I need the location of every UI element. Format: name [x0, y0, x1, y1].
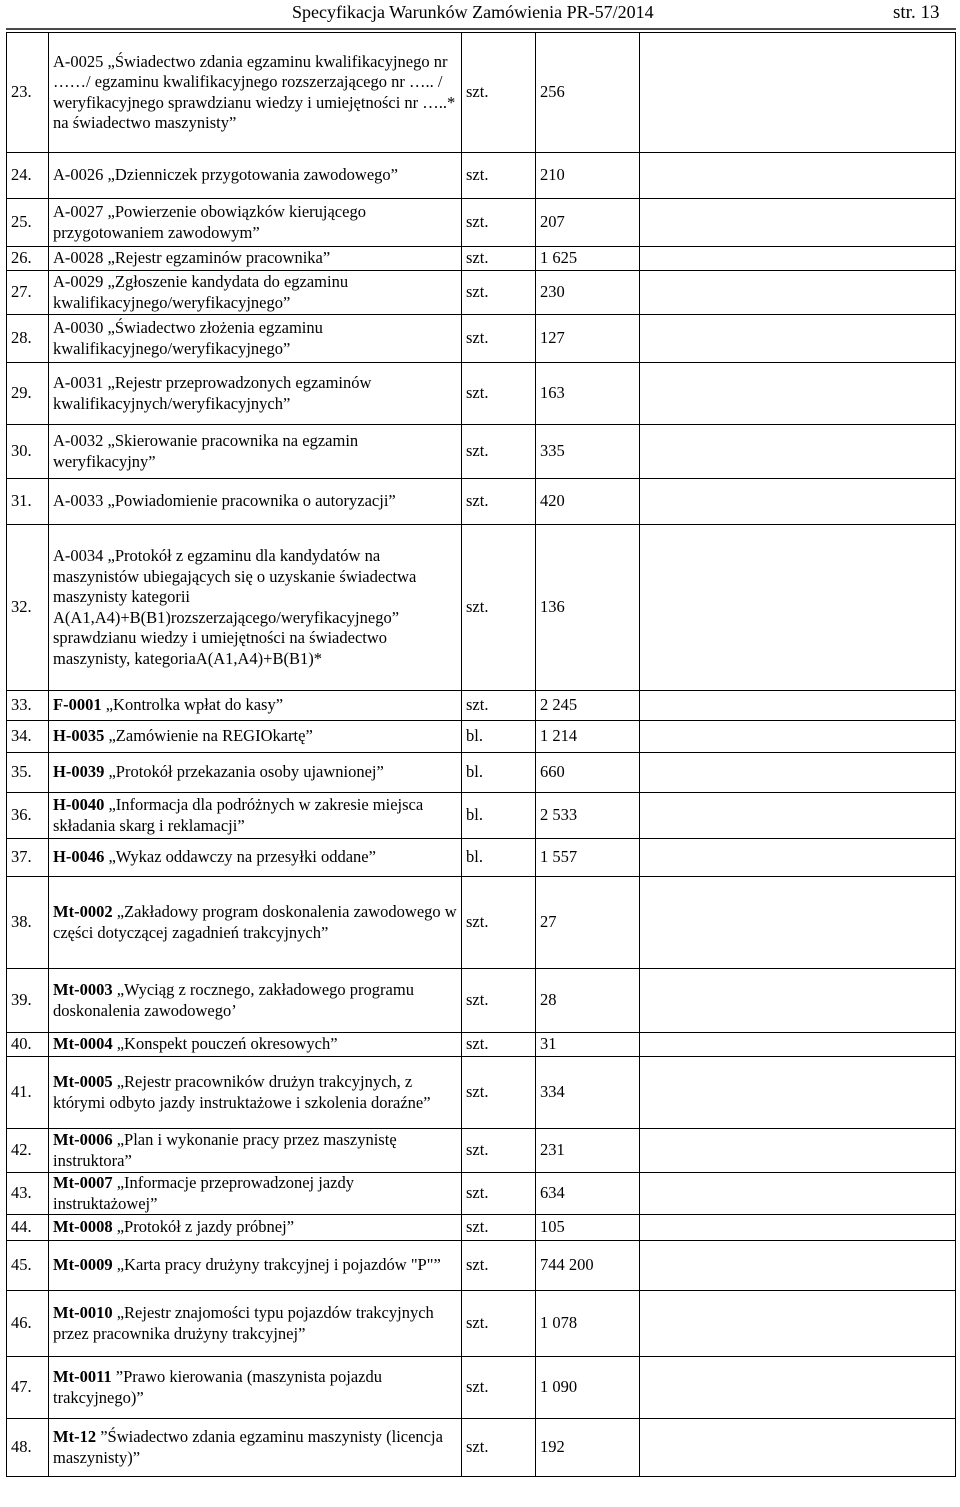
item-name: „Plan i wykonanie pracy przez maszynistę instruktora”	[53, 1130, 397, 1170]
item-name: „Zamówienie na REGIOkartę”	[108, 726, 313, 746]
quantity-cell: 31	[536, 1033, 640, 1057]
item-description	[49, 33, 462, 153]
quantity-cell: 334	[536, 1057, 640, 1129]
item-description	[49, 1419, 462, 1477]
empty-cell	[640, 271, 956, 315]
table-row	[7, 1419, 956, 1477]
row-number: 35.	[7, 753, 49, 793]
quantity-cell: 192	[536, 1419, 640, 1477]
item-name: „Powierzenie obowiązków kierującego przygotowaniem zawodowym”	[53, 202, 366, 242]
item-name: ”Prawo kierowania (maszynista pojazdu trakcyjnego)”	[53, 1367, 382, 1407]
empty-cell	[640, 247, 956, 271]
quantity-cell: 2 245	[536, 691, 640, 721]
empty-cell	[640, 33, 956, 153]
item-code: Mt-0005	[53, 1072, 113, 1091]
item-name: „Informacje przeprowadzonej jazdy instruktażowej”	[53, 1173, 354, 1213]
table-row	[7, 721, 956, 753]
item-code: A-0027	[53, 202, 104, 221]
table-row	[7, 1033, 956, 1057]
item-description	[49, 153, 462, 199]
quantity-cell: 28	[536, 969, 640, 1033]
quantity-cell: 136	[536, 525, 640, 691]
item-code: Mt-0009	[53, 1255, 113, 1275]
item-code: H-0035	[53, 726, 105, 746]
row-number: 42.	[7, 1129, 49, 1173]
table-row	[7, 969, 956, 1033]
item-code: A-0028	[53, 248, 104, 268]
empty-cell	[640, 1033, 956, 1057]
table-row	[7, 1357, 956, 1419]
item-description	[49, 1173, 462, 1215]
item-name: „Zgłoszenie kandydata do egzaminu kwalifikacyjnego/weryfikacyjnego”	[53, 272, 349, 312]
row-number: 26.	[7, 247, 49, 271]
unit-cell: szt.	[462, 1129, 536, 1173]
quantity-cell: 230	[536, 271, 640, 315]
item-description	[49, 525, 462, 691]
row-number: 29.	[7, 363, 49, 425]
row-number: 25.	[7, 199, 49, 247]
specification-table	[6, 32, 956, 1477]
table-row	[7, 479, 956, 525]
item-name: „Świadectwo złożenia egzaminu kwalifikacyjnego/weryfikacyjnego”	[53, 318, 323, 358]
item-code: H-0040	[53, 795, 105, 814]
row-number: 30.	[7, 425, 49, 479]
item-code: Mt-0002	[53, 902, 113, 921]
item-name: „Protokół przekazania osoby ujawnionej”	[108, 762, 384, 782]
quantity-cell: 660	[536, 753, 640, 793]
document-title: Specyfikacja Warunków Zamówienia PR-57/2014	[292, 2, 654, 22]
item-name: „Rejestr przeprowadzonych egzaminów kwalifikacyjnych/weryfikacyjnych”	[53, 373, 372, 413]
page-number: str. 13	[893, 2, 940, 23]
empty-cell	[640, 1291, 956, 1357]
item-name: „Skierowanie pracownika na egzamin weryfikacyjny”	[53, 431, 359, 471]
header-divider	[6, 28, 956, 30]
unit-cell: szt.	[462, 1033, 536, 1057]
row-number: 32.	[7, 525, 49, 691]
empty-cell	[640, 691, 956, 721]
item-code: Mt-0008	[53, 1217, 113, 1237]
unit-cell: szt.	[462, 525, 536, 691]
unit-cell: szt.	[462, 1419, 536, 1477]
item-name: „Wyciąg z rocznego, zakładowego programu doskonalenia zawodowego’	[53, 980, 414, 1020]
item-code: A-0025	[53, 51, 104, 71]
empty-cell	[640, 877, 956, 969]
quantity-cell: 27	[536, 877, 640, 969]
quantity-cell: 1 078	[536, 1291, 640, 1357]
quantity-cell: 1 214	[536, 721, 640, 753]
item-description	[49, 1033, 462, 1057]
item-description	[49, 691, 462, 721]
empty-cell	[640, 1241, 956, 1291]
empty-cell	[640, 153, 956, 199]
quantity-cell: 231	[536, 1129, 640, 1173]
unit-cell: szt.	[462, 1215, 536, 1241]
item-description	[49, 793, 462, 839]
item-description	[49, 1241, 462, 1291]
quantity-cell: 634	[536, 1173, 640, 1215]
item-code: Mt-0004	[53, 1034, 113, 1054]
unit-cell: bl.	[462, 839, 536, 877]
row-number: 47.	[7, 1357, 49, 1419]
item-description	[49, 877, 462, 969]
table-row	[7, 1215, 956, 1241]
empty-cell	[640, 793, 956, 839]
unit-cell: szt.	[462, 969, 536, 1033]
table-row	[7, 793, 956, 839]
item-name: „Świadectwo zdania egzaminu kwalifikacyjnego nr ……/ egzaminu kwalifikacyjnego rozszerzającego nr ….. / weryfikacyjnego sprawdzianu wiedzy i umiejętności nr …..* na świadectwo maszynisty”	[53, 51, 456, 132]
table-row	[7, 1173, 956, 1215]
table-row	[7, 247, 956, 271]
item-name: „Kontrolka wpłat do kasy”	[105, 695, 284, 715]
empty-cell	[640, 425, 956, 479]
item-description	[49, 721, 462, 753]
table-row	[7, 1291, 956, 1357]
quantity-cell: 163	[536, 363, 640, 425]
item-description	[49, 315, 462, 363]
item-description	[49, 1057, 462, 1129]
table-row	[7, 753, 956, 793]
quantity-cell: 256	[536, 33, 640, 153]
table-row	[7, 153, 956, 199]
row-number: 48.	[7, 1419, 49, 1477]
item-name: ”Świadectwo zdania egzaminu maszynisty (licencja maszynisty)”	[53, 1427, 443, 1467]
empty-cell	[640, 1057, 956, 1129]
row-number: 28.	[7, 315, 49, 363]
item-name: „Rejestr pracowników drużyn trakcyjnych, z którymi odbyto jazdy instruktażowe i szkolenia doraźne”	[53, 1072, 431, 1112]
item-code: A-0033	[53, 491, 104, 511]
table-row	[7, 1241, 956, 1291]
item-name: „Zakładowy program doskonalenia zawodowego w części dotyczącej zagadnień trakcyjnych”	[53, 902, 457, 942]
quantity-cell: 420	[536, 479, 640, 525]
item-description	[49, 425, 462, 479]
item-code: Mt-0006	[53, 1130, 113, 1149]
item-description	[49, 479, 462, 525]
unit-cell: szt.	[462, 33, 536, 153]
item-code: Mt-0007	[53, 1173, 113, 1192]
unit-cell: szt.	[462, 271, 536, 315]
table-row	[7, 271, 956, 315]
empty-cell	[640, 721, 956, 753]
item-code: A-0026	[53, 165, 104, 185]
item-code: H-0046	[53, 847, 105, 867]
row-number: 43.	[7, 1173, 49, 1215]
item-name: „Rejestr znajomości typu pojazdów trakcyjnych przez pracownika drużyny trakcyjnej”	[53, 1303, 434, 1343]
item-name: „Rejestr egzaminów pracownika”	[107, 248, 331, 268]
row-number: 38.	[7, 877, 49, 969]
unit-cell: szt.	[462, 363, 536, 425]
item-name: „Karta pracy drużyny trakcyjnej i pojazdów "P"”	[116, 1255, 441, 1275]
row-number: 36.	[7, 793, 49, 839]
item-description	[49, 1357, 462, 1419]
table-row	[7, 525, 956, 691]
empty-cell	[640, 525, 956, 691]
unit-cell: szt.	[462, 1241, 536, 1291]
quantity-cell: 210	[536, 153, 640, 199]
unit-cell: szt.	[462, 1357, 536, 1419]
empty-cell	[640, 1173, 956, 1215]
item-code: Mt-12	[53, 1427, 97, 1446]
item-name: „Konspekt pouczeń okresowych”	[116, 1034, 338, 1054]
empty-cell	[640, 1419, 956, 1477]
item-description	[49, 247, 462, 271]
row-number: 24.	[7, 153, 49, 199]
item-code: H-0039	[53, 762, 105, 782]
table-row	[7, 199, 956, 247]
quantity-cell: 2 533	[536, 793, 640, 839]
unit-cell: szt.	[462, 1173, 536, 1215]
unit-cell: szt.	[462, 479, 536, 525]
empty-cell	[640, 363, 956, 425]
unit-cell: bl.	[462, 721, 536, 753]
row-number: 34.	[7, 721, 49, 753]
table-row	[7, 33, 956, 153]
unit-cell: szt.	[462, 877, 536, 969]
row-number: 27.	[7, 271, 49, 315]
empty-cell	[640, 479, 956, 525]
item-description	[49, 1129, 462, 1173]
quantity-cell: 1 090	[536, 1357, 640, 1419]
unit-cell: szt.	[462, 199, 536, 247]
page-header	[0, 2, 960, 30]
table-row	[7, 315, 956, 363]
empty-cell	[640, 839, 956, 877]
item-name: „Dzienniczek przygotowania zawodowego”	[107, 165, 398, 185]
item-name: „Powiadomienie pracownika o autoryzacji”	[107, 491, 396, 511]
table-row	[7, 691, 956, 721]
quantity-cell: 1 557	[536, 839, 640, 877]
item-code: A-0029	[53, 272, 104, 291]
item-description	[49, 271, 462, 315]
item-description	[49, 753, 462, 793]
table-row	[7, 1129, 956, 1173]
item-description	[49, 839, 462, 877]
empty-cell	[640, 1357, 956, 1419]
row-number: 39.	[7, 969, 49, 1033]
row-number: 33.	[7, 691, 49, 721]
empty-cell	[640, 315, 956, 363]
row-number: 44.	[7, 1215, 49, 1241]
unit-cell: szt.	[462, 1057, 536, 1129]
item-name: „Wykaz oddawczy na przesyłki oddane”	[108, 847, 376, 867]
table-row	[7, 425, 956, 479]
table-row	[7, 877, 956, 969]
item-name: „Protokół z jazdy próbnej”	[116, 1217, 295, 1237]
item-name: „Protokół z egzaminu dla kandydatów na maszynistów ubiegających się o uzyskanie świadectwa maszynisty kategorii A(A1,A4)+B(B1)rozszerzającego/weryfikacyjnego” sprawdzianu wiedzy i umiejętności na świadectwo maszynisty, kategoriaA(A1,A4)+B(B1)*	[53, 546, 417, 668]
row-number: 41.	[7, 1057, 49, 1129]
unit-cell: szt.	[462, 247, 536, 271]
item-code: Mt-0003	[53, 980, 113, 999]
quantity-cell: 335	[536, 425, 640, 479]
row-number: 40.	[7, 1033, 49, 1057]
table-row	[7, 839, 956, 877]
unit-cell: szt.	[462, 153, 536, 199]
unit-cell: szt.	[462, 691, 536, 721]
empty-cell	[640, 969, 956, 1033]
empty-cell	[640, 1215, 956, 1241]
row-number: 31.	[7, 479, 49, 525]
item-code: A-0034	[53, 546, 104, 565]
row-number: 37.	[7, 839, 49, 877]
empty-cell	[640, 1129, 956, 1173]
row-number: 46.	[7, 1291, 49, 1357]
item-code: A-0032	[53, 431, 104, 450]
item-description	[49, 199, 462, 247]
quantity-cell: 744 200	[536, 1241, 640, 1291]
unit-cell: bl.	[462, 753, 536, 793]
table-row	[7, 1057, 956, 1129]
unit-cell: bl.	[462, 793, 536, 839]
item-code: Mt-0011	[53, 1367, 112, 1386]
unit-cell: szt.	[462, 1291, 536, 1357]
unit-cell: szt.	[462, 425, 536, 479]
item-name: „Informacja dla podróżnych w zakresie miejsca składania skarg i reklamacji”	[53, 795, 424, 835]
item-code: F-0001	[53, 695, 102, 715]
item-code: A-0030	[53, 318, 104, 337]
item-description	[49, 1215, 462, 1241]
empty-cell	[640, 753, 956, 793]
table-row	[7, 363, 956, 425]
quantity-cell: 105	[536, 1215, 640, 1241]
item-description	[49, 969, 462, 1033]
item-description	[49, 1291, 462, 1357]
empty-cell	[640, 199, 956, 247]
unit-cell: szt.	[462, 315, 536, 363]
quantity-cell: 1 625	[536, 247, 640, 271]
item-code: Mt-0010	[53, 1303, 113, 1322]
quantity-cell: 127	[536, 315, 640, 363]
item-description	[49, 363, 462, 425]
row-number: 45.	[7, 1241, 49, 1291]
item-code: A-0031	[53, 373, 104, 392]
row-number: 23.	[7, 33, 49, 153]
quantity-cell: 207	[536, 199, 640, 247]
